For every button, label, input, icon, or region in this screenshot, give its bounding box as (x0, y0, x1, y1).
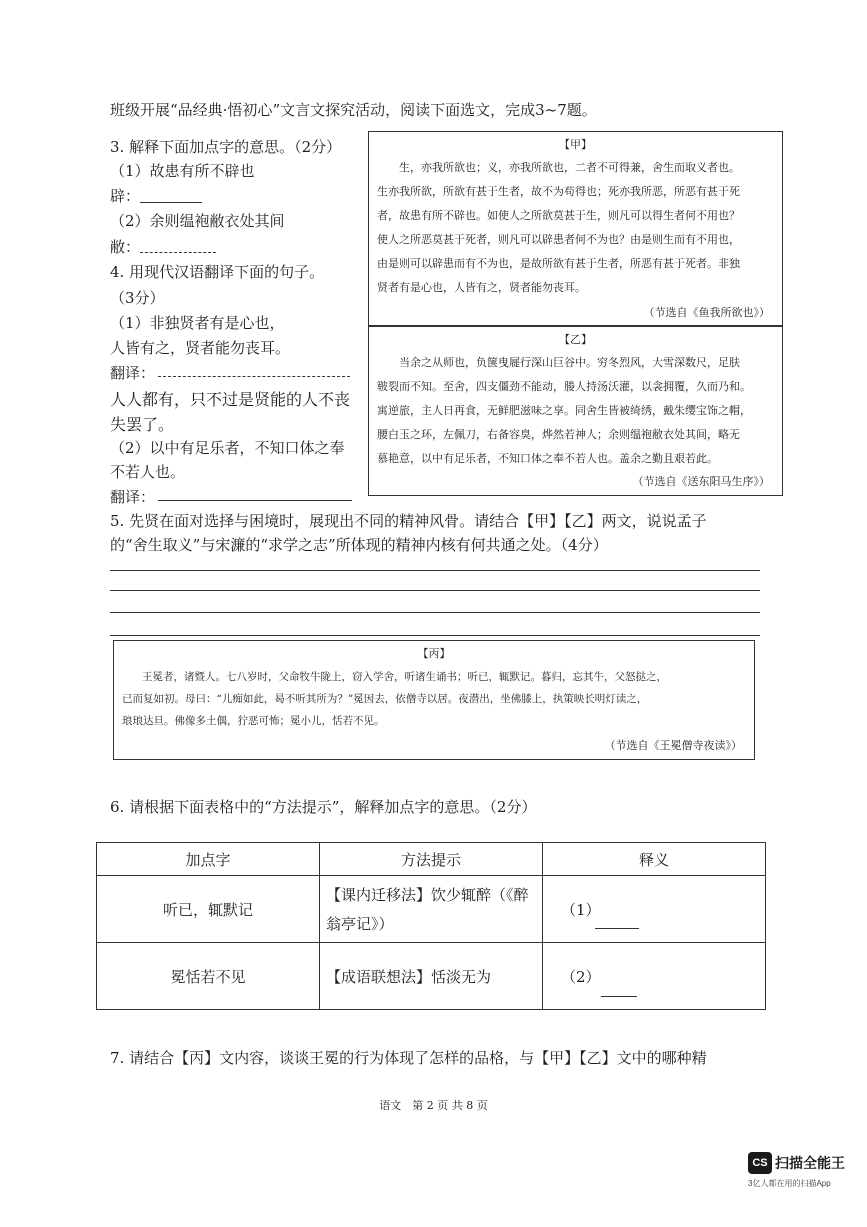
q3-ans2-blank (140, 252, 216, 253)
q4-trans-blank (158, 376, 350, 377)
table-header-cell: 释义 (542, 842, 766, 876)
passage-yi-text (377, 351, 779, 471)
q3-ans1-label: 辟： (110, 187, 141, 205)
q4-item1-b: 人皆有之，贤者能勿丧耳。 (110, 339, 291, 357)
q3-ans2-label: 敝： (110, 238, 141, 256)
scanner-title: 扫描全能王 (775, 1155, 845, 1171)
passage-jia-label: 【甲】 (559, 138, 592, 151)
q5-line1: 5. 先贤在面对选择与困境时，展现出不同的精神风骨。请结合【甲】【乙】两文，说说孟子 (110, 512, 707, 530)
table-row-hint: 【成语联想法】恬淡无为 (319, 942, 543, 1010)
table-row-word: 听已，辄默记 (96, 875, 320, 943)
passage-bing-text (122, 666, 752, 732)
q4-handwritten-answer-b: 失罢了。 (110, 417, 175, 434)
q3-title: 3. 解释下面加点字的意思。（2分） (110, 138, 342, 156)
q4-score: （3分） (110, 289, 165, 307)
table-header-cell: 加点字 (96, 842, 320, 876)
q4-handwritten-answer-a: 人人都有，只不过是贤能的人不丧 (110, 392, 351, 409)
scanner-logo-icon: CS (748, 1152, 772, 1174)
page-footer: 语文 第 2 页 共 8 页 (379, 1099, 488, 1112)
passage-jia-source: （节选自《鱼我所欲也》） (643, 306, 770, 319)
passage-bing-source: （节选自《王冕僧寺夜读》） (604, 739, 742, 752)
q4-trans-label: 翻译： (110, 364, 156, 382)
passage-jia-line: 由是则可以辟患而有不为也，是故所欲有甚于生者，所恶有甚于死者。非独 (377, 257, 740, 270)
passage-yi-line: 寓逆旅，主人日再食，无鲜肥滋味之享。同舍生皆被绮绣，戴朱缨宝饰之帽， (377, 404, 751, 417)
passage-jia-line: 生，亦我所欲也；义，亦我所欲也，二者不可得兼，舍生而取义者也。 (399, 161, 740, 174)
passage-bing-label: 【丙】 (417, 647, 451, 660)
q5-line2: 的“舍生取义”与宋濂的“求学之志”所体现的精神内核有何共通之处。（4分） (110, 536, 608, 554)
passage-jia-line: 者，故患有所不辟也。如使人之所欲莫甚于生，则凡可以得生者何不用也？ (377, 209, 740, 222)
table-row-answer: （1） (542, 875, 766, 943)
passage-bing-line: 琅琅达旦。佛像多土偶，狞恶可怖；冕小儿，恬若不见。 (122, 715, 385, 727)
q3-item1: （1）故患有所不辟也 (110, 162, 255, 180)
passage-yi-line: 当余之从师也，负箧曳屣行深山巨谷中。穷冬烈风，大雪深数尺，足肤 (399, 356, 740, 369)
passage-yi-line: 皲裂而不知。至舍，四支僵劲不能动，媵人持汤沃灌，以衾拥覆，久而乃和。 (377, 380, 751, 393)
passage-jia-line: 生亦我所欲，所欲有甚于生者，故不为苟得也；死亦我所恶，所恶有甚于死 (377, 185, 740, 198)
scanner-watermark (745, 1150, 855, 1212)
table-row-word: 冕恬若不见 (96, 942, 320, 1010)
answer-blank (601, 996, 637, 997)
scanner-subtitle: 3亿人都在用的扫描App (748, 1179, 831, 1188)
q7-text: 7. 请结合【丙】文内容，谈谈王冕的行为体现了怎样的品格，与【甲】【乙】文中的哪种精 (110, 1049, 707, 1067)
intro-text: 班级开展“品经典·悟初心”文言文探究活动，阅读下面选文，完成3~7题。 (110, 101, 597, 119)
table-row-answer: （2） (542, 942, 766, 1010)
passage-yi-box (368, 326, 783, 496)
q4-item2-a: （2）以中有足乐者，不知口体之奉 (110, 439, 345, 457)
q4-trans-blank-2 (158, 500, 352, 501)
q4-trans-label-2: 翻译： (110, 488, 156, 506)
q6-title: 6. 请根据下面表格中的“方法提示”，解释加点字的意思。（2分） (110, 798, 537, 816)
passage-bing-box (113, 640, 755, 760)
q4-title: 4. 用现代汉语翻译下面的句子。 (110, 263, 325, 281)
passage-yi-source: （节选自《送东阳马生序》） (632, 475, 770, 488)
table-row-hint: 【课内迁移法】饮少辄醉（《醉 翁亭记》） (319, 875, 543, 943)
q5-answer-line (110, 590, 760, 591)
passage-bing-line: 已而复如初。母曰：“儿痴如此，曷不听其所为？”冕因去，依僧寺以居。夜潜出，坐佛膝上，执策映长明灯读之， (122, 693, 648, 705)
passage-jia-box (368, 131, 783, 326)
passage-yi-line: 腰白玉之环，左佩刀，右备容臭，烨然若神人；余则缊袍敝衣处其间，略无 (377, 428, 740, 441)
answer-blank (595, 928, 639, 929)
passage-bing-line: 王冕者，诸暨人。七八岁时，父命牧牛陇上，窃入学舍，听诸生诵书；听已，辄默记。暮归，忘其牛，父怒挞之， (142, 671, 667, 683)
passage-jia-text (377, 156, 779, 300)
q4-item1-a: （1）非独贤者有是心也， (110, 314, 285, 332)
q3-ans1-blank (140, 202, 202, 203)
passage-yi-label: 【乙】 (559, 333, 592, 346)
q4-item2-b: 不若人也。 (110, 463, 186, 481)
passage-jia-line: 使人之所恶莫甚于死者，则凡可以辟患者何不为也？由是则生而有不用也， (377, 233, 740, 246)
q3-item2: （2）余则缊袍敝衣处其间 (110, 212, 285, 230)
q5-answer-line (110, 570, 760, 571)
table-header-cell: 方法提示 (319, 842, 543, 876)
passage-jia-line: 贤者有是心也，人皆有之，贤者能勿丧耳。 (377, 281, 586, 294)
q5-answer-line (110, 635, 760, 636)
q5-answer-line (110, 612, 760, 613)
passage-yi-line: 慕艳意，以中有足乐者，不知口体之奉不若人也。盖余之勤且艰若此。 (377, 452, 718, 465)
